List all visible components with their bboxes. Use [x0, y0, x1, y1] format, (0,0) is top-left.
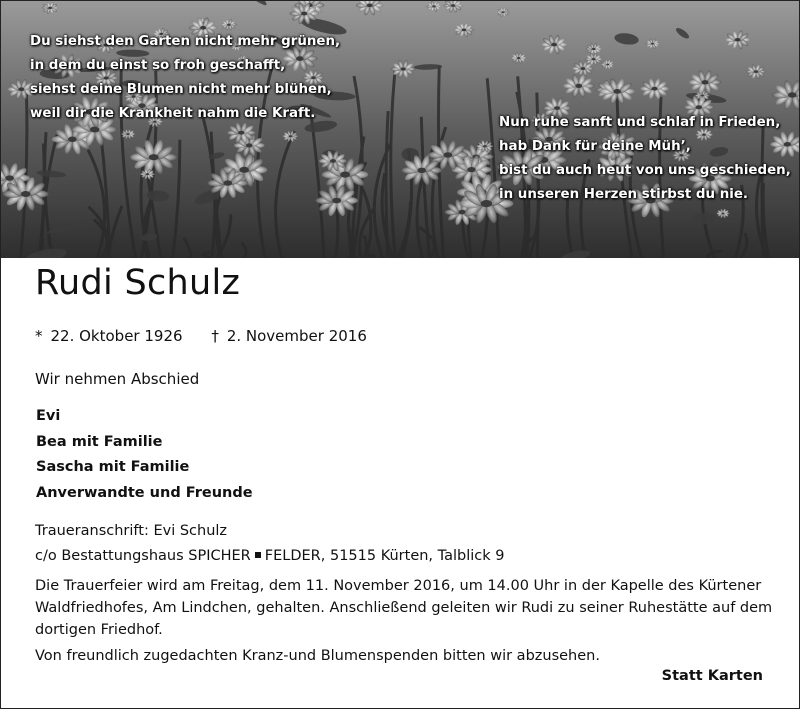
poem-line: bist du auch heut von uns geschieden, [499, 163, 791, 178]
address-line-2 [35, 544, 505, 569]
family-member: Anverwandte und Freunde [36, 484, 253, 501]
deceased-name: Rudi Schulz [35, 263, 241, 303]
poem-right [499, 111, 791, 207]
ceremony-line: dortigen Friedhof. [35, 622, 163, 638]
ceremony-line: Die Trauerfeier wird am Freitag, dem 11. November 2016, um 14.00 Uhr in der Kapelle des Kürtener [35, 578, 762, 594]
death-symbol: † [211, 327, 219, 345]
funeral-home-address: FELDER, 51515 Kürten, Talblick 9 [264, 548, 505, 564]
family-member: Sascha mit Familie [36, 459, 190, 475]
poem-left [30, 30, 340, 126]
poem-line: hab Dank für deine Müh’, [499, 139, 691, 154]
ceremony-line: Waldfriedhofes, Am Lindchen, gehalten. Anschließend geleiten wir Rudi zu seiner Ruhestätte auf dem [35, 600, 773, 616]
poem-line: Du siehst den Garten nicht mehr grünen, [30, 34, 341, 49]
poem-line: siehst deine Blumen nicht mehr blühen, [30, 82, 332, 97]
address-line-1: Traueranschrift: Evi Schulz [35, 523, 228, 539]
poem-line: in dem du einst so froh geschafft, [30, 58, 286, 73]
family-member: Evi [36, 408, 61, 424]
funeral-home-name: c/o Bestattungshaus SPICHER [35, 548, 251, 564]
family-list [36, 404, 253, 506]
closing-note: Statt Karten [661, 668, 763, 684]
poem-line: in unseren Herzen stirbst du nie. [499, 187, 749, 202]
flower-note: Von freundlich zugedachten Kranz-und Blumenspenden bitten wir abzusehen. [35, 648, 600, 664]
poem-line: Nun ruhe sanft und schlaf in Frieden, [499, 115, 781, 130]
ceremony-details [35, 575, 795, 641]
mourning-address [35, 519, 505, 569]
garden-photo [1, 1, 799, 258]
square-bullet-icon [255, 552, 261, 558]
poem-line: weil dir die Krankheit nahm die Kraft. [30, 106, 316, 121]
life-dates [35, 327, 367, 345]
birth-symbol: * [35, 327, 43, 345]
death-date: 2. November 2016 [226, 327, 367, 345]
family-member: Bea mit Familie [36, 433, 163, 450]
farewell-intro: Wir nehmen Abschied [35, 370, 200, 388]
birth-date: 22. Oktober 1926 [50, 327, 183, 345]
